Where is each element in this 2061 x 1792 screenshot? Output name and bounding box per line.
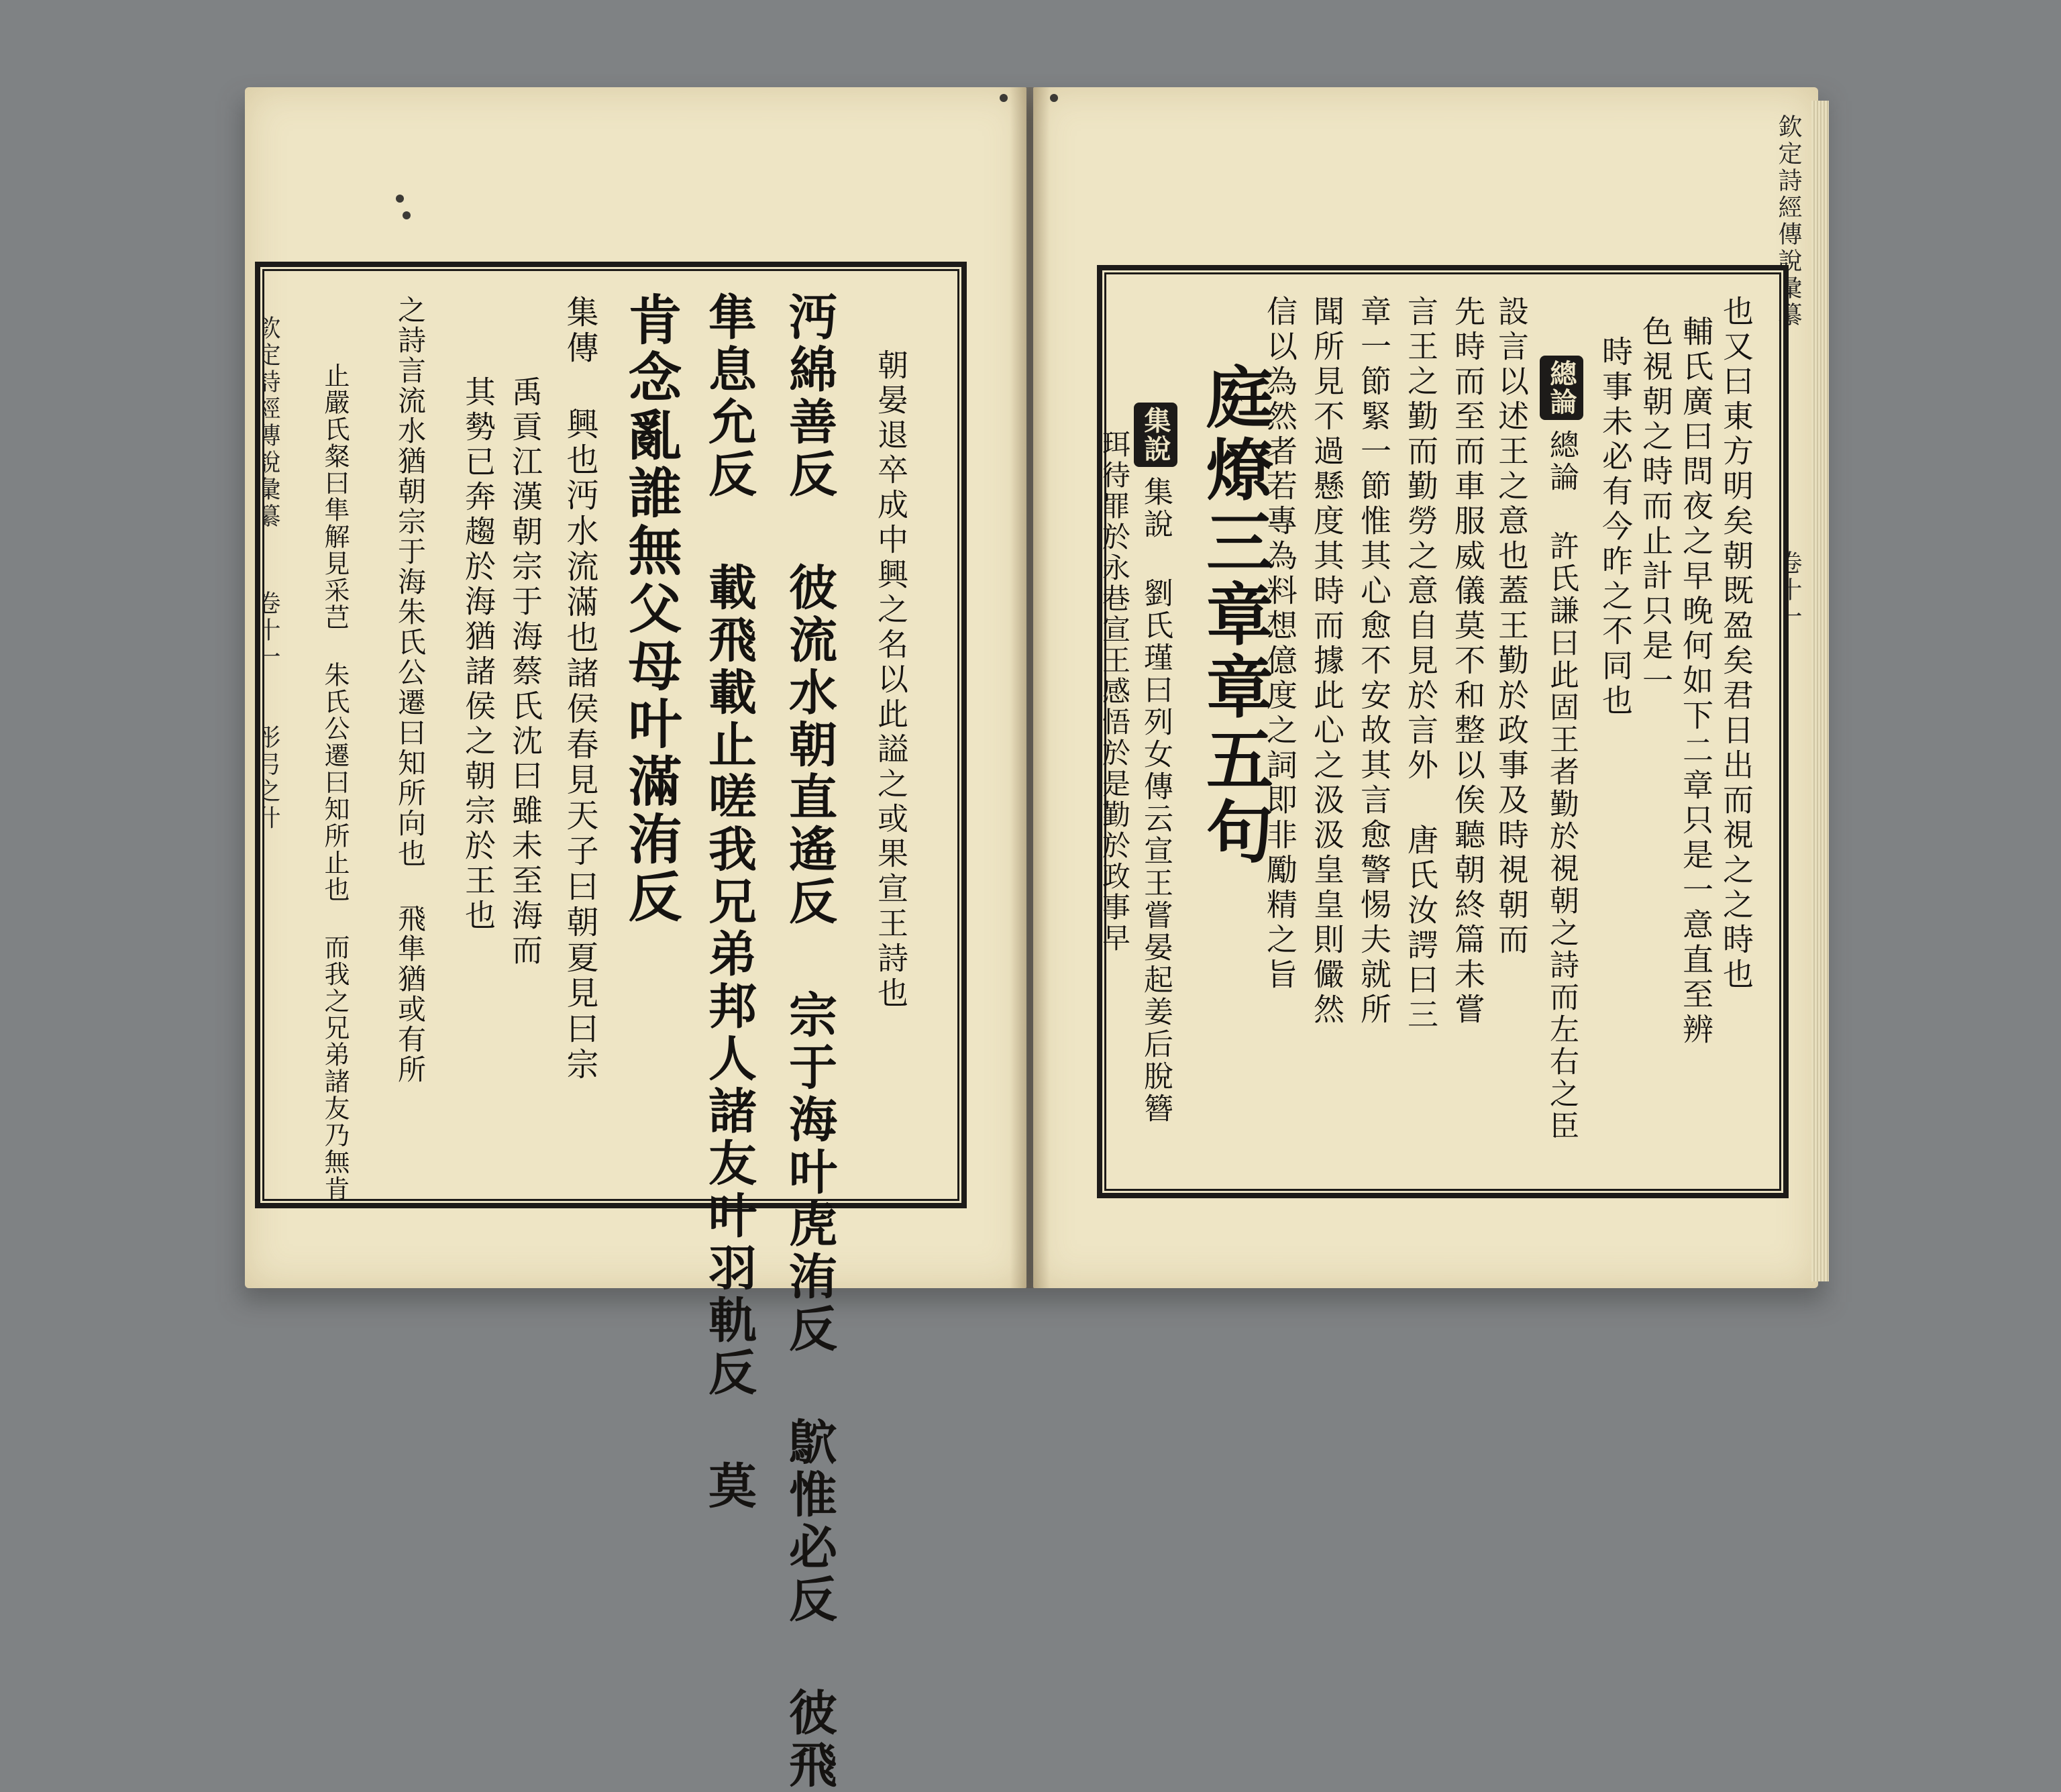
right-label-general: 總論 [1540,356,1583,420]
right-col-12: 集說 劉氏瑾曰列女傳云宣王嘗晏起姜后脫簪 [1139,476,1173,1125]
left-col-5: 集傳 興也沔水流滿也諸侯春見天子曰朝夏見曰宗 [561,295,598,1083]
right-col-3: 色視朝之時而止計只是一 [1638,315,1674,699]
right-col-2: 輔氏廣曰問夜之早晚何如下二章只是一意直至辨 [1678,315,1714,1048]
right-col-8: 言王之勤而勤勞之意自見於言外 唐氏汝諤曰三 [1403,295,1439,1033]
right-margin-volume: 卷十一 [1775,550,1802,631]
left-col-6: 禹貢江漢朝宗于海蔡氏沈曰雖未至海而 [507,376,543,969]
right-col-9: 章一節緊一節惟其心愈不安故其言愈警惕夫就所 [1356,295,1392,1028]
left-margin-title: 欽定詩經傳說彙纂 [253,315,280,530]
right-col-1: 也又曰東方明矣朝既盈矣君日出而視之之時也 [1718,295,1754,993]
right-col-6: 設言以述王之意也蓋王勤於政事及時視朝而 [1493,295,1530,958]
right-section-heading: 庭燎三章章五句 [1195,362,1274,869]
binding-hole [1050,94,1058,102]
right-col-10: 聞所見不過懸度其時而據此心之汲汲皇皇則儼然 [1309,295,1345,1028]
right-col-5: 總論 許氏謙曰此固王者勤於視朝之詩而左右之臣 [1544,429,1579,1143]
left-col-2: 沔綿善反 彼流水朝直遙反 宗于海叶虎洧反 鴥惟必反 彼飛 [781,292,838,1792]
right-col-13: 珥待罪於永巷宣王感悟於是勤於政事早 [1098,429,1131,954]
left-col-3: 隼息允反 載飛載止嗟我兄弟邦人諸友叶羽軌反 莫 [700,292,757,1513]
right-margin-title: 欽定詩經傳說彙纂 [1775,114,1802,329]
binding-hole [1000,94,1008,102]
page-edges [1811,101,1829,1281]
left-col-1: 朝晏退卒成中興之名以此謚之或果宣王詩也 [873,349,909,1012]
binding-hole [396,195,404,203]
left-margin-volume: 卷十一 [253,590,280,671]
left-col-7: 其勢已奔趨於海猶諸侯之朝宗於王也 [460,376,496,934]
left-col-8: 之詩言流水猶朝宗于海朱氏公遷曰知所向也 飛隼猶或有所 [394,295,427,1085]
right-col-7: 先時而至而車服威儀莫不和整以俟聽朝終篇未嘗 [1450,295,1486,1028]
left-margin-section: 彤弓之什 [253,725,280,832]
left-text-frame [255,262,967,1208]
book-gutter [1010,87,1050,1288]
left-col-4: 肯念亂誰無父母叶滿洧反 [619,292,682,927]
right-label-commentary: 集說 [1134,403,1177,467]
left-col-9: 止嚴氏粲曰隼解見采芑 朱氏公遷曰知所止也 而我之兄弟諸友乃無肯 [320,362,350,1202]
right-col-4: 時事未必有今昨之不同也 [1597,335,1634,719]
right-col-11: 信以為然者若專為料想億度之詞即非勵精之旨 [1262,295,1298,993]
binding-hole [403,211,411,219]
